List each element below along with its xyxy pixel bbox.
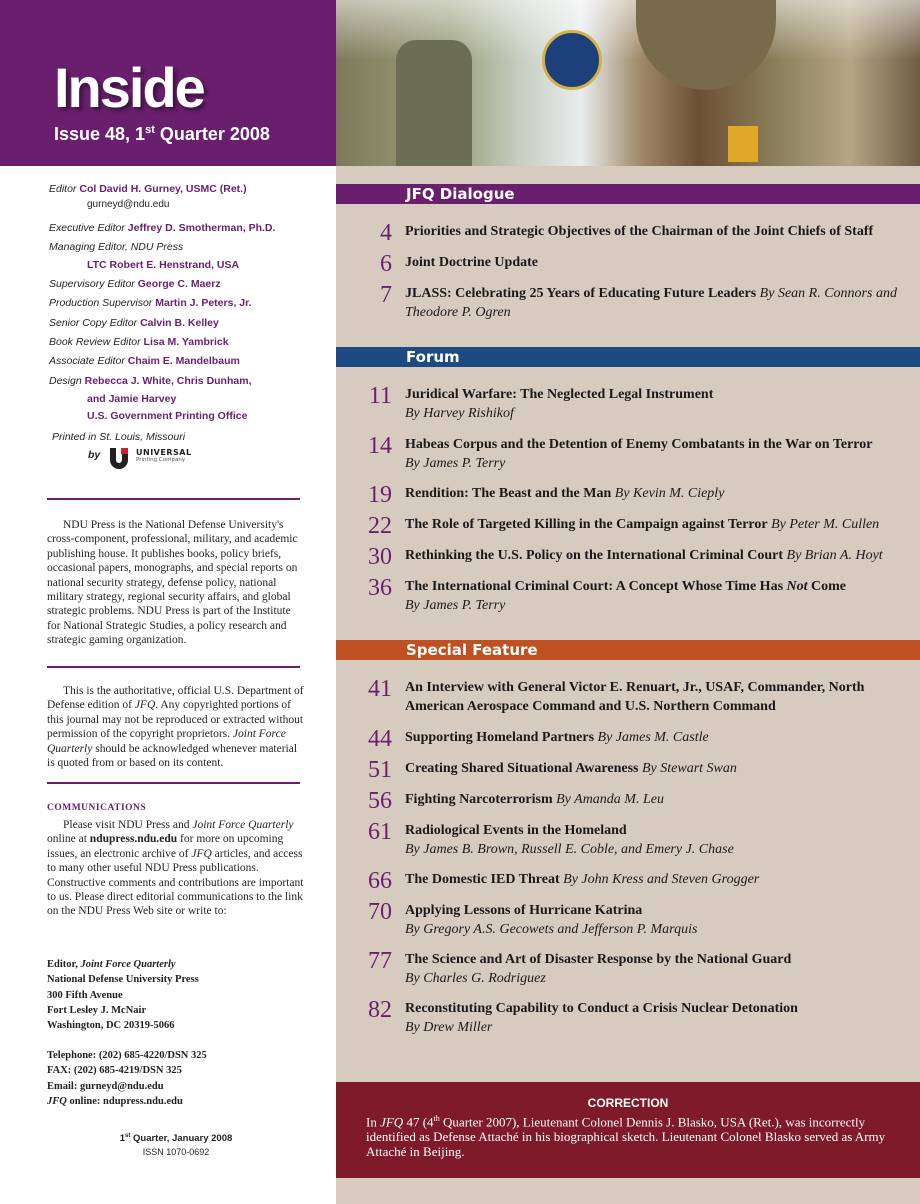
toc-page-number: 30 [368,544,392,570]
toc-entry[interactable]: An Interview with General Victor E. Renuart, Jr., USAF, Commander, North American Aerospace Command and U.S. Northern Command [405,680,865,714]
toc-entry[interactable]: Rethinking the U.S. Policy on the International Criminal Court By Brian A. Hoyt [405,548,883,563]
seal-emblem [542,30,602,90]
section-label: Special Feature [406,641,538,659]
printer-name: UNIVERSAL [136,448,192,457]
inside-title: Inside [54,56,204,119]
staff-design: Design Rebecca J. White, Chris Dunham, [49,375,252,387]
divider [47,782,300,784]
toc-entry[interactable]: The International Criminal Court: A Concept Whose Time Has Not Come By James P. Terry [405,579,847,613]
section-bar-jfq-dialogue [336,184,920,204]
toc-page-number: 6 [380,251,392,277]
toc-entry[interactable]: The Science and Art of Disaster Response by the National Guard By Charles G. Rodriguez [405,952,792,986]
toc-entry[interactable]: Radiological Events in the Homeland By James B. Brown, Russell E. Coble, and Emery J. Chase [405,823,734,857]
cover-photo [336,0,920,166]
toc-entry[interactable]: The Role of Targeted Killing in the Campaign against Terror By Peter M. Cullen [405,517,880,532]
toc-page-number: 36 [368,575,392,601]
toc-page-number: 82 [368,997,392,1023]
mailing-address: Editor, Joint Force Quarterly National Defense University Press 300 Fifth Avenue Fort Lesley J. McNair Washington, DC 20319-5066 [47,959,199,1032]
staff-supervisory-editor: Supervisory Editor George C. Maerz [49,278,221,290]
toc-entry[interactable]: Reconstituting Capability to Conduct a Crisis Nuclear Detonation By Drew Miller [405,1001,798,1035]
toc-entry[interactable]: The Domestic IED Threat By John Kress and Steven Grogger [405,872,760,887]
toc-entry[interactable]: Rendition: The Beast and the Man By Kevin M. Cieply [405,486,725,501]
jerry-can [728,126,758,162]
universal-logo-icon [108,446,130,470]
toc-page-number: 41 [368,676,392,702]
toc-entry[interactable]: Priorities and Strategic Objectives of the Chairman of the Joint Chiefs of Staff [405,224,874,239]
toc-page-number: 66 [368,868,392,894]
section-label: Forum [406,348,460,366]
correction-box [336,1082,920,1178]
printed-location: Printed in St. Louis, Missouri [52,431,186,443]
toc-entry[interactable]: Creating Shared Situational Awareness By Stewart Swan [405,761,737,776]
soldier-figure [396,40,472,166]
staff-managing-editor-name: LTC Robert E. Henstrand, USA [87,259,240,271]
contact-info: Telephone: (202) 685-4220/DSN 325 FAX: (202) 685-4219/DSN 325 Email: gurneyd@ndu.edu JFQ online: ndupress.ndu.edu [47,1050,207,1107]
communications-heading: COMMUNICATIONS [47,803,147,813]
toc-entry[interactable]: Applying Lessons of Hurricane Katrina By Gregory A.S. Gecowets and Jefferson P. Marquis [405,903,698,937]
toc-page-number: 56 [368,788,392,814]
toc-page-number: 51 [368,757,392,783]
toc-page-number: 77 [368,948,392,974]
toc-page-number: 19 [368,482,392,508]
staff-book-review-editor: Book Review Editor Lisa M. Yambrick [49,336,229,348]
toc-page-number: 4 [380,220,392,246]
staff-managing-editor: Managing Editor, NDU Press [49,241,184,253]
staff-editor-email[interactable]: gurneyd@ndu.edu [87,199,170,210]
issn: ISSN 1070-0692 [142,1147,210,1157]
staff-design-line-3: U.S. Government Printing Office [87,410,248,422]
divider [47,666,300,668]
toc-entry[interactable]: JLASS: Celebrating 25 Years of Educating Future Leaders By Sean R. Connors and Theodore P. Ogren [405,286,897,320]
toc-entry[interactable]: Fighting Narcoterrorism By Amanda M. Leu [405,792,664,807]
toc-page-number: 44 [368,726,392,752]
issue-line: Issue 48, 1st Quarter 2008 [54,124,270,144]
toc-page-number: 61 [368,819,392,845]
staff-production-supervisor: Production Supervisor Martin J. Peters, Jr. [49,297,252,309]
staff-associate-editor: Associate Editor Chaim E. Mandelbaum [49,355,240,367]
correction-heading: CORRECTION [587,1096,669,1110]
toc-entry[interactable]: Juridical Warfare: The Neglected Legal Instrument By Harvey Rishikof [405,387,714,421]
divider [47,498,300,500]
toc-page-number: 14 [368,433,392,459]
toc-entry[interactable]: Supporting Homeland Partners By James M. Castle [405,730,709,745]
section-bar-forum [336,347,920,367]
section-bar-special-feature [336,640,920,660]
communications-paragraph: Please visit NDU Press and Joint Force Quarterly online at ndupress.ndu.edu for more on upcoming issues, an electronic archive of JFQ articles, and access to many other useful NDU Press publications. Constructive comments and contributions are important to us. Please direct editorial communications to the link on the NDU Press Web site or write to: [47,819,304,918]
toc-page-number: 11 [368,383,392,409]
issue-date: 1st Quarter, January 2008 [119,1133,233,1145]
staff-editor: Editor Col David H. Gurney, USMC (Ret.) [49,183,247,195]
staff-copy-editor: Senior Copy Editor Calvin B. Kelley [49,317,219,329]
toc-entry[interactable]: Habeas Corpus and the Detention of Enemy Combatants in the War on Terror By James P. Terry [405,437,873,471]
authoritative-paragraph: This is the authoritative, official U.S. Department of Defense edition of JFQ. Any copyrighted portions of this journal may not be reproduced or extracted without permission of the copyright proprietors. Joint Force Quarterly should be acknowledged whenever material is quoted from or based on its content. [47,685,304,770]
staff-executive-editor: Executive Editor Jeffrey D. Smotherman, Ph.D. [49,222,276,234]
toc-page-number: 70 [368,899,392,925]
staff-design-line-2: and Jamie Harvey [87,393,177,405]
toc-entry[interactable]: Joint Doctrine Update [405,255,538,270]
toc-page-number: 22 [368,513,392,539]
printer-sub: Printing Company [136,457,186,463]
ndu-press-paragraph: NDU Press is the National Defense University's cross-component, professional, military, and academic publishing house. It publishes books, policy briefs, occasional papers, monographs, and special reports on national security strategy, defense policy, national military strategy, regional security affairs, and global strategic problems. NDU Press is part of the Institute for National Strategic Studies, a policy research and strategic gaming organization. [47,519,298,647]
toc-page-number: 7 [380,282,392,308]
section-label: JFQ Dialogue [406,185,515,203]
correction-text: In JFQ 47 (4th Quarter 2007), Lieutenant Colonel Dennis J. Blasko, USA (Ret.), was incorrectly identified as Defense Attaché in his biographical sketch. Lieutenant Colonel Blasko served as Army Attaché in Beijing. [366,1114,886,1160]
hut-roof [636,0,776,90]
printed-by: by [88,449,101,461]
